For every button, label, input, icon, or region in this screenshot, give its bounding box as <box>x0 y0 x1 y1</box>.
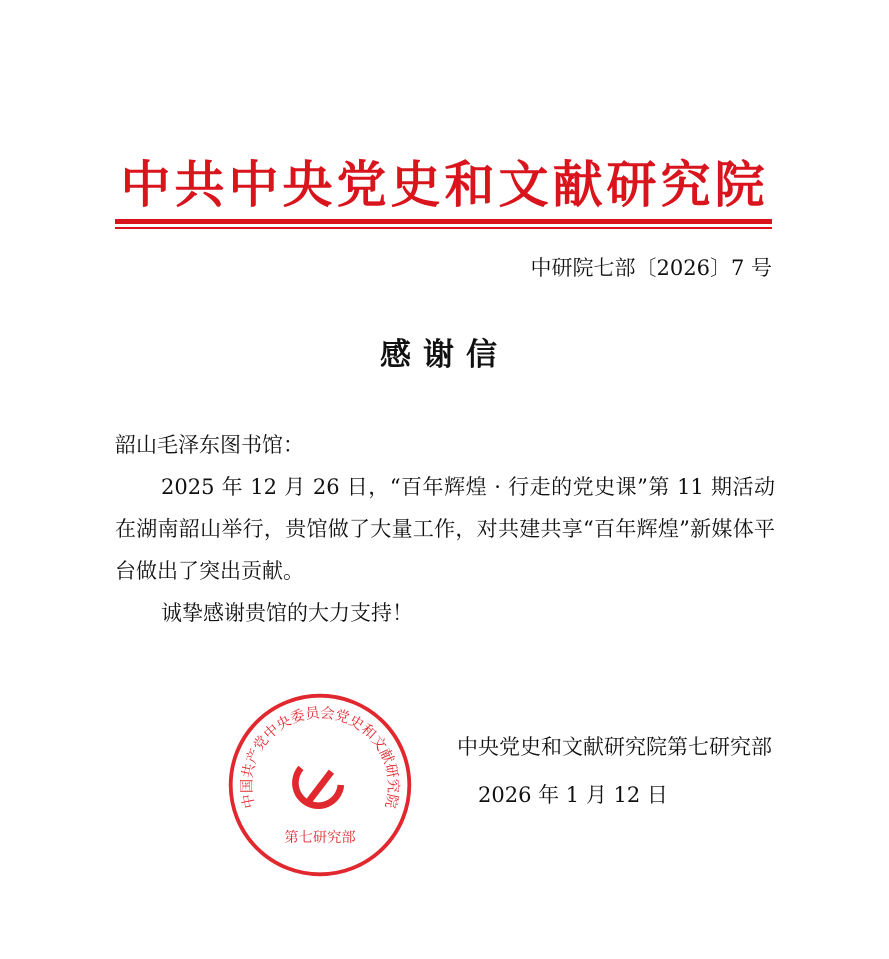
body-paragraph: 2025 年 12 月 26 日，“百年辉煌 · 行走的党史课”第 11 期活动在湖南韶山举行，贵馆做了大量工作，对共建共享“百年辉煌”新媒体平台做出了突出贡献。 <box>115 475 775 583</box>
letter-title: 感谢信 <box>380 337 509 373</box>
closing-line: 诚挚感谢贵馆的大力支持！ <box>161 601 413 625</box>
letter-body <box>115 424 775 634</box>
document-number: 中研院七部〔2026〕7 号 <box>530 256 772 280</box>
official-seal-stamp <box>225 690 415 880</box>
letterhead-rule-thin <box>115 227 772 229</box>
letterhead-org-name: 中共中央党史和文献研究院 <box>120 155 769 214</box>
hammer-sickle-emblem <box>295 768 340 806</box>
salutation: 韶山毛泽东图书馆： <box>115 433 304 457</box>
signature-organization: 中央党史和文献研究院第七研究部 <box>457 735 772 759</box>
svg-text:中国共产党中央委员会党史和文献研究院: 中国共产党中央委员会党史和文献研究院 <box>239 705 401 810</box>
letterhead-rule-thick <box>115 219 772 224</box>
svg-text:第七研究部: 第七研究部 <box>284 830 356 846</box>
signature-date: 2026 年 1 月 12 日 <box>478 783 668 807</box>
